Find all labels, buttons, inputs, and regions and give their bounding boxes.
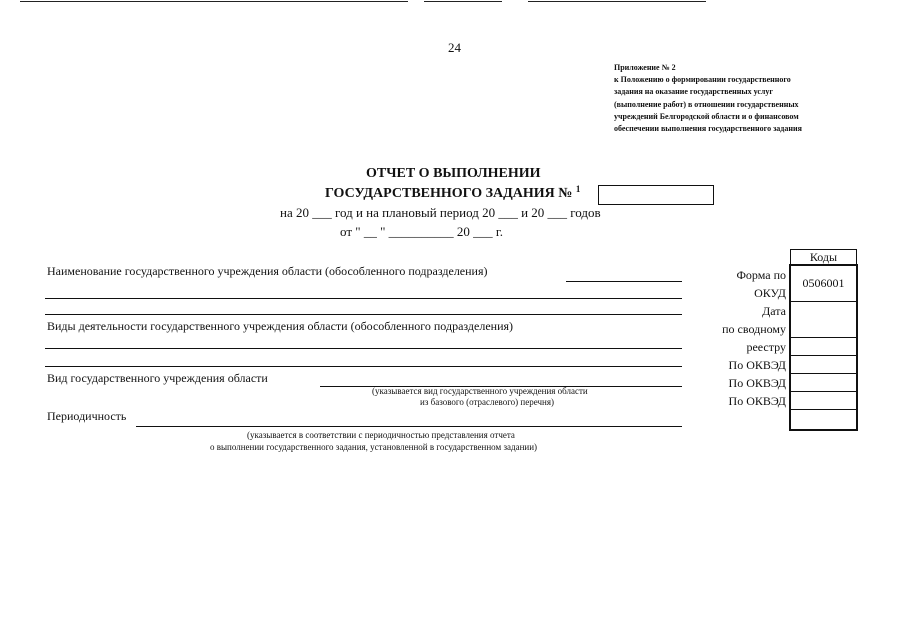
institution-name-label: Наименование государственного учреждения области (обособленного подразделения)	[47, 264, 488, 278]
svodn-date-cell[interactable]	[791, 302, 857, 338]
report-title-line1: ОТЧЕТ О ВЫПОЛНЕНИИ	[366, 166, 541, 181]
appendix-line: (выполнение работ) в отношении государственных	[614, 99, 799, 109]
svodn-label-line2: по сводному	[722, 322, 786, 336]
activity-types-label: Виды деятельности государственного учреждения области (обособленного подразделения)	[47, 319, 514, 333]
top-rule-3	[528, 1, 706, 2]
okved-cell-3[interactable]	[791, 374, 857, 392]
okved-label-1: По ОКВЭД	[728, 358, 786, 372]
appendix-line: Приложение № 2	[614, 63, 676, 72]
institution-name-line-3[interactable]	[45, 314, 682, 315]
appendix-line: задания на оказание государственных услуг	[614, 87, 774, 97]
report-number-box[interactable]	[598, 185, 714, 205]
institution-type-hint-2: из базового (отраслевого) перечня)	[420, 397, 554, 407]
report-date: от " __ " __________ 20 ___ г.	[340, 224, 503, 239]
okud-label-line1: Форма по	[736, 268, 786, 282]
codes-header: Коды	[791, 250, 857, 266]
svodn-label-line3: реестру	[746, 340, 786, 354]
activity-types-line[interactable]	[45, 348, 682, 349]
okved-cell-1[interactable]	[791, 338, 857, 356]
periodicity-label: Периодичность	[47, 409, 127, 423]
report-title-line2	[325, 184, 580, 202]
periodicity-hint-1: (указывается в соответствии с периодичностью представления отчета	[247, 430, 515, 440]
top-rule-2	[424, 1, 502, 2]
periodicity-line[interactable]	[136, 426, 682, 427]
svodn-label	[676, 302, 786, 356]
periodicity-hint-2: о выполнении государственного задания, установленной в государственном задании)	[210, 442, 538, 452]
okved-cell-2[interactable]	[791, 356, 857, 374]
okved-label-3: По ОКВЭД	[728, 394, 786, 408]
okud-label	[676, 266, 786, 302]
appendix-note	[614, 62, 864, 135]
okud-code-cell[interactable]: 0506001	[791, 266, 857, 302]
appendix-line: обеспечении выполнения государственного задания	[614, 124, 802, 134]
institution-type-label: Вид государственного учреждения области	[47, 371, 268, 385]
appendix-line: к Положению о формировании государственного	[614, 75, 791, 85]
footnote-marker: 1	[575, 184, 581, 194]
institution-name-line-2[interactable]	[45, 298, 682, 299]
institution-name-line[interactable]	[566, 281, 682, 282]
activity-types-line-2[interactable]	[45, 366, 682, 367]
codes-table	[790, 249, 857, 410]
appendix-line: учреждений Белгородской области и о финансовом	[614, 111, 799, 121]
reporting-period: на 20 ___ год и на плановый период 20 ___ и 20 ___ годов	[280, 205, 601, 220]
report-title-text: ГОСУДАРСТВЕННОГО ЗАДАНИЯ №	[325, 186, 573, 201]
okud-label-line2: ОКУД	[754, 286, 786, 300]
okved-label-2: По ОКВЭД	[728, 376, 786, 390]
page-number: 24	[448, 40, 461, 55]
top-rule-1	[20, 1, 408, 2]
svodn-label-line1: Дата	[762, 304, 786, 318]
institution-type-hint-1: (указывается вид государственного учреждения области	[372, 386, 588, 396]
codes-empty-cell[interactable]	[791, 392, 857, 410]
